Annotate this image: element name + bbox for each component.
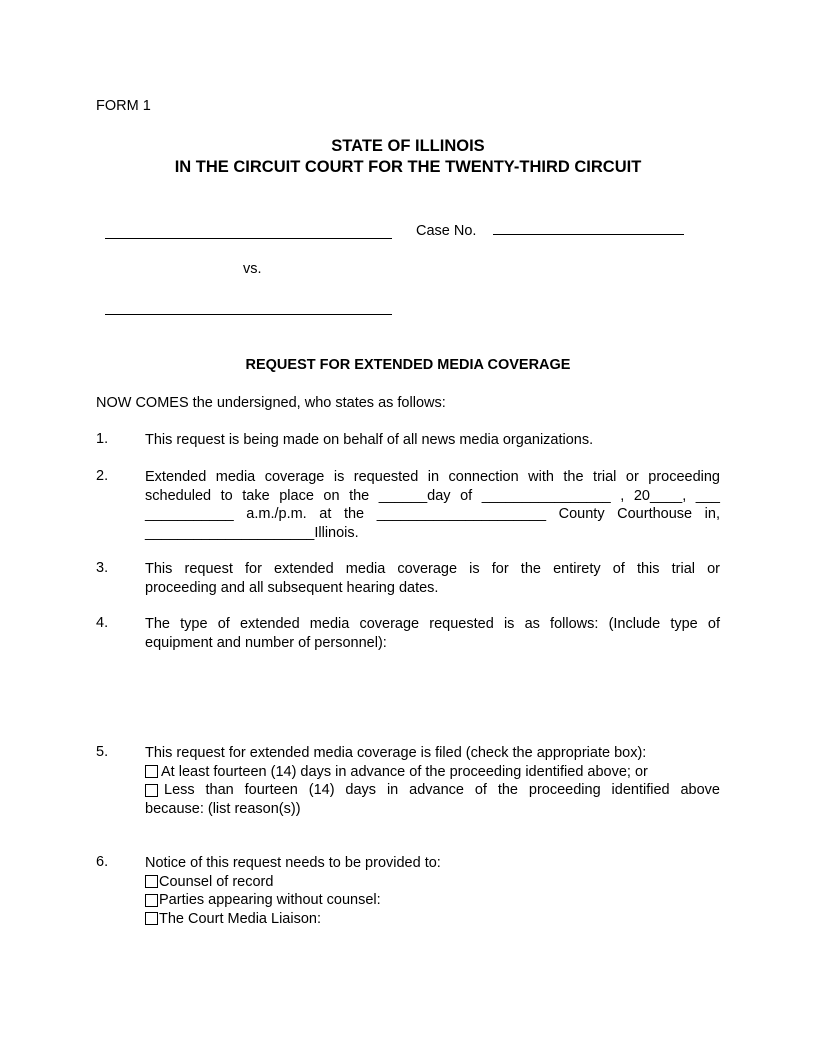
item-5-paragraph bbox=[145, 744, 720, 818]
item-3-number: 3. bbox=[96, 560, 109, 576]
item-1-paragraph bbox=[145, 431, 720, 450]
item-2-line-2[interactable]: scheduled to take place on the ______day of ________________ , 20____, ___ bbox=[145, 487, 720, 504]
item-5-option-less[interactable] bbox=[145, 781, 720, 800]
item-2-line-3[interactable]: ___________ a.m./p.m. at the _____________________ County Courthouse in, bbox=[145, 506, 720, 522]
option-less-label: Less than fourteen (14) days in advance of the proceeding identified above bbox=[164, 782, 720, 798]
document-title: REQUEST FOR EXTENDED MEDIA COVERAGE bbox=[245, 357, 571, 373]
item-1-text: This request is being made on behalf of all news media organizations. bbox=[145, 432, 594, 448]
option-counsel-label: Counsel of record bbox=[159, 873, 274, 890]
checkbox-parties[interactable] bbox=[145, 894, 158, 907]
case-no-blank-line[interactable] bbox=[493, 234, 684, 235]
item-3-line-1: This request for extended media coverage is for the entirety of this trial or bbox=[145, 561, 720, 577]
item-6-number: 6. bbox=[96, 854, 109, 870]
item-4-line-1: The type of extended media coverage requested is as follows: (Include type of bbox=[145, 616, 720, 632]
option-parties-label: Parties appearing without counsel: bbox=[159, 892, 381, 908]
item-5-line-4: because: (list reason(s)) bbox=[145, 800, 301, 817]
item-5-line-1: This request for extended media coverage is filed (check the appropriate box): bbox=[145, 745, 647, 761]
item-2-paragraph bbox=[145, 468, 720, 542]
item-3-paragraph bbox=[145, 560, 720, 597]
intro-statement: NOW COMES the undersigned, who states as follows: bbox=[96, 395, 446, 411]
item-6-option-counsel[interactable] bbox=[145, 873, 720, 892]
form-number: FORM 1 bbox=[96, 98, 151, 114]
item-1-number: 1. bbox=[96, 431, 109, 447]
checkbox-advance[interactable] bbox=[145, 765, 158, 778]
item-2-line-1: Extended media coverage is requested in connection with the trial or proceeding bbox=[145, 469, 720, 485]
item-6-option-liaison[interactable] bbox=[145, 910, 720, 929]
defendant-blank-line[interactable] bbox=[105, 314, 392, 315]
versus-label: vs. bbox=[243, 261, 262, 277]
item-2-line-4[interactable]: _____________________Illinois. bbox=[145, 524, 359, 541]
item-6-paragraph bbox=[145, 854, 720, 928]
option-advance-label: At least fourteen (14) days in advance of the proceeding identified above; or bbox=[161, 763, 648, 780]
item-4-line-2: equipment and number of personnel): bbox=[145, 634, 387, 651]
court-heading: IN THE CIRCUIT COURT FOR THE TWENTY-THIRD CIRCUIT bbox=[174, 158, 642, 176]
option-liaison-label: The Court Media Liaison: bbox=[159, 910, 321, 927]
item-2-number: 2. bbox=[96, 468, 109, 484]
plaintiff-blank-line[interactable] bbox=[105, 238, 392, 239]
checkbox-less-than[interactable] bbox=[145, 784, 158, 797]
item-4-paragraph bbox=[145, 615, 720, 652]
case-no-label: Case No. bbox=[416, 223, 477, 239]
checkbox-liaison[interactable] bbox=[145, 912, 158, 925]
checkbox-counsel[interactable] bbox=[145, 875, 158, 888]
item-6-line-1: Notice of this request needs to be provided to: bbox=[145, 855, 441, 871]
state-heading: STATE OF ILLINOIS bbox=[331, 137, 485, 155]
item-3-line-2: proceeding and all subsequent hearing dates. bbox=[145, 579, 439, 596]
item-5-number: 5. bbox=[96, 744, 109, 760]
item-4-number: 4. bbox=[96, 615, 109, 631]
item-6-option-parties[interactable] bbox=[145, 891, 720, 910]
item-5-option-advance[interactable] bbox=[145, 763, 720, 782]
